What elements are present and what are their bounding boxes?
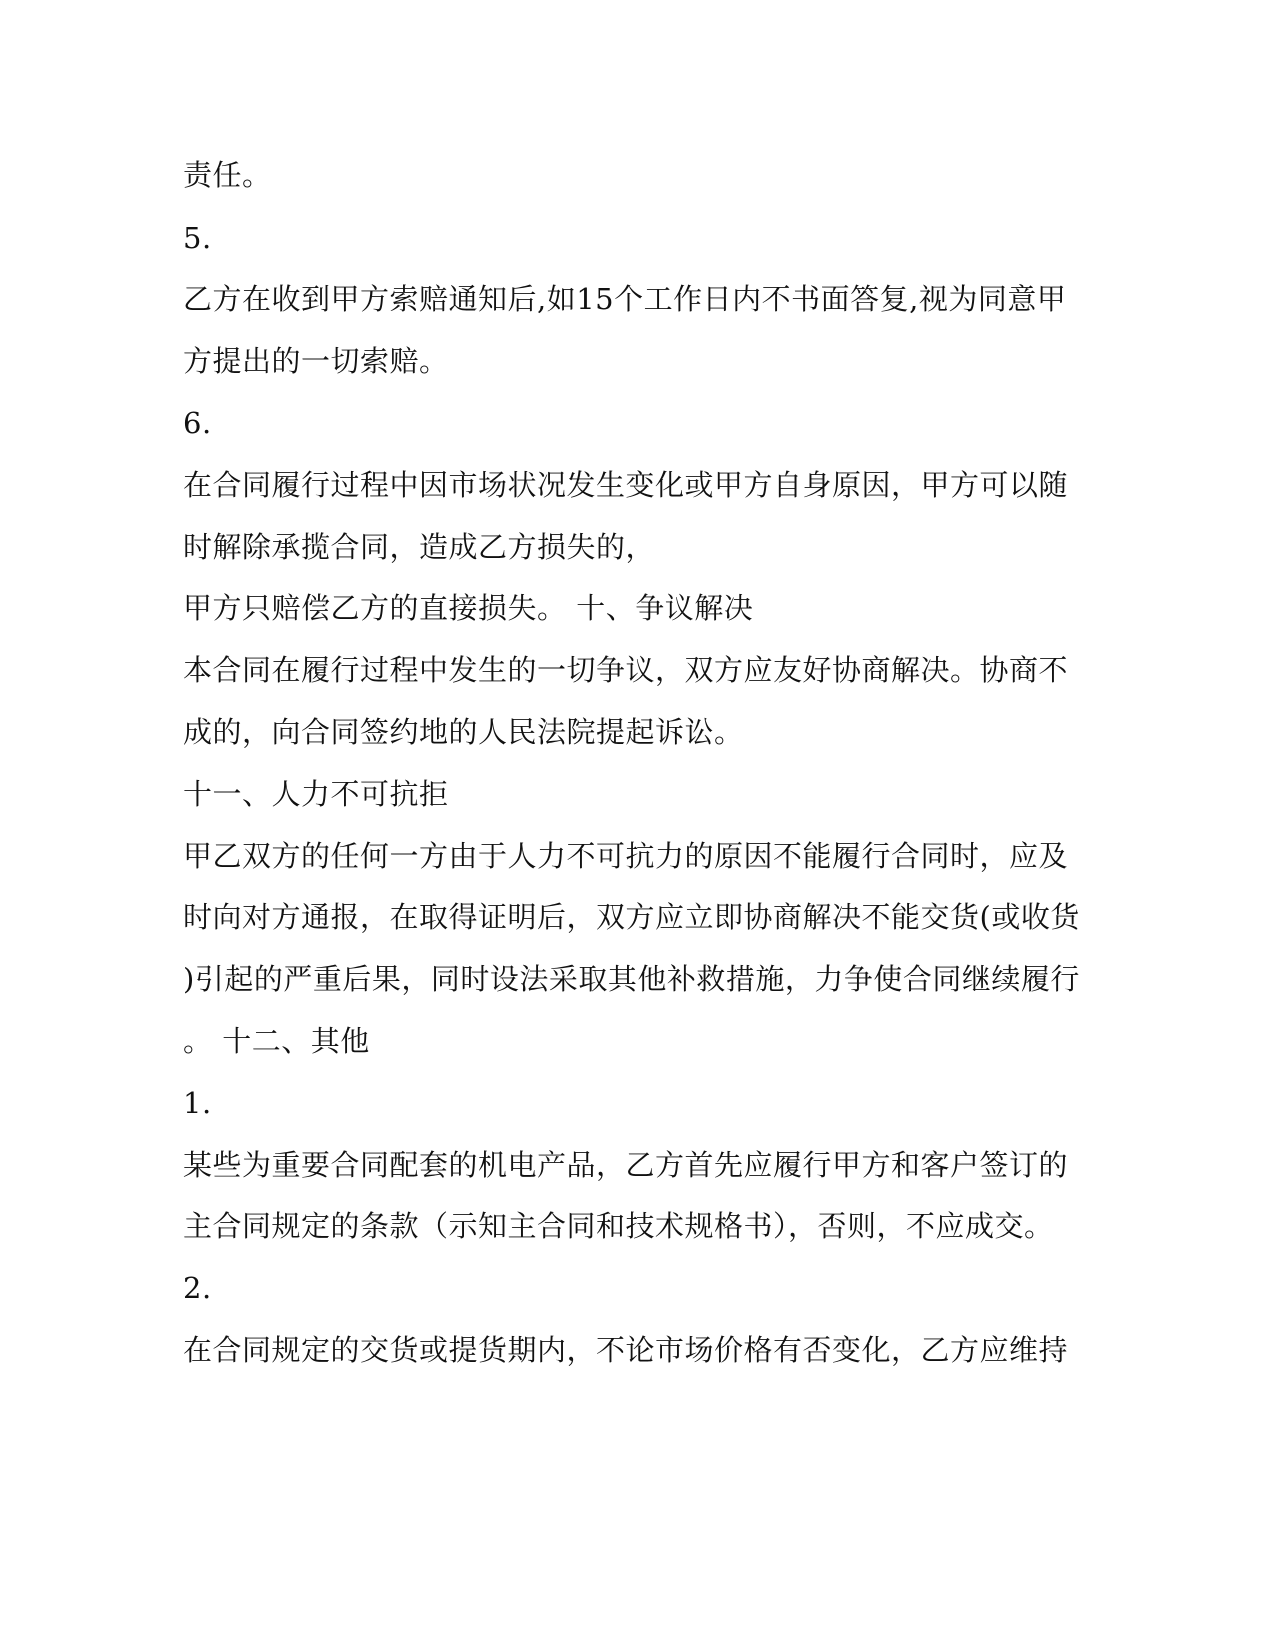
- text-line: 某些为重要合同配套的机电产品，乙方首先应履行甲方和客户签订的: [183, 1148, 1069, 1182]
- text-line: 本合同在履行过程中发生的一切争议，双方应友好协商解决。协商不: [183, 653, 1069, 687]
- text-line: 甲乙双方的任何一方由于人力不可抗力的原因不能履行合同时，应及: [183, 839, 1069, 873]
- list-number: 5.: [183, 221, 212, 255]
- text-line: 方提出的一切索赔。: [183, 344, 449, 378]
- text-line-with-section-heading: 甲方只赔偿乙方的直接损失。 十、争议解决: [183, 591, 754, 625]
- text-line: 成的，向合同签约地的人民法院提起诉讼。: [183, 715, 744, 749]
- list-number: 1.: [183, 1086, 212, 1120]
- list-number: 6.: [183, 406, 212, 440]
- text-line: 在合同履行过程中因市场状况发生变化或甲方自身原因，甲方可以随: [183, 468, 1069, 502]
- text-line-with-section-heading: 。 十二、其他: [183, 1024, 370, 1058]
- text-line: 责任。: [183, 158, 272, 192]
- text-line: 乙方在收到甲方索赔通知后,如15个工作日内不书面答复,视为同意甲: [183, 282, 1067, 316]
- text-line: 主合同规定的条款（示知主合同和技术规格书），否则，不应成交。: [183, 1209, 1054, 1243]
- text-line: )引起的严重后果，同时设法采取其他补救措施，力争使合同继续履行: [183, 962, 1080, 996]
- section-heading: 十一、人力不可抗拒: [183, 777, 449, 811]
- text-line: 时向对方通报，在取得证明后，双方应立即协商解决不能交货(或收货: [183, 900, 1080, 934]
- list-number: 2.: [183, 1271, 212, 1305]
- text-line: 在合同规定的交货或提货期内，不论市场价格有否变化，乙方应维持: [183, 1333, 1069, 1367]
- text-line: 时解除承揽合同，造成乙方损失的，: [183, 530, 656, 564]
